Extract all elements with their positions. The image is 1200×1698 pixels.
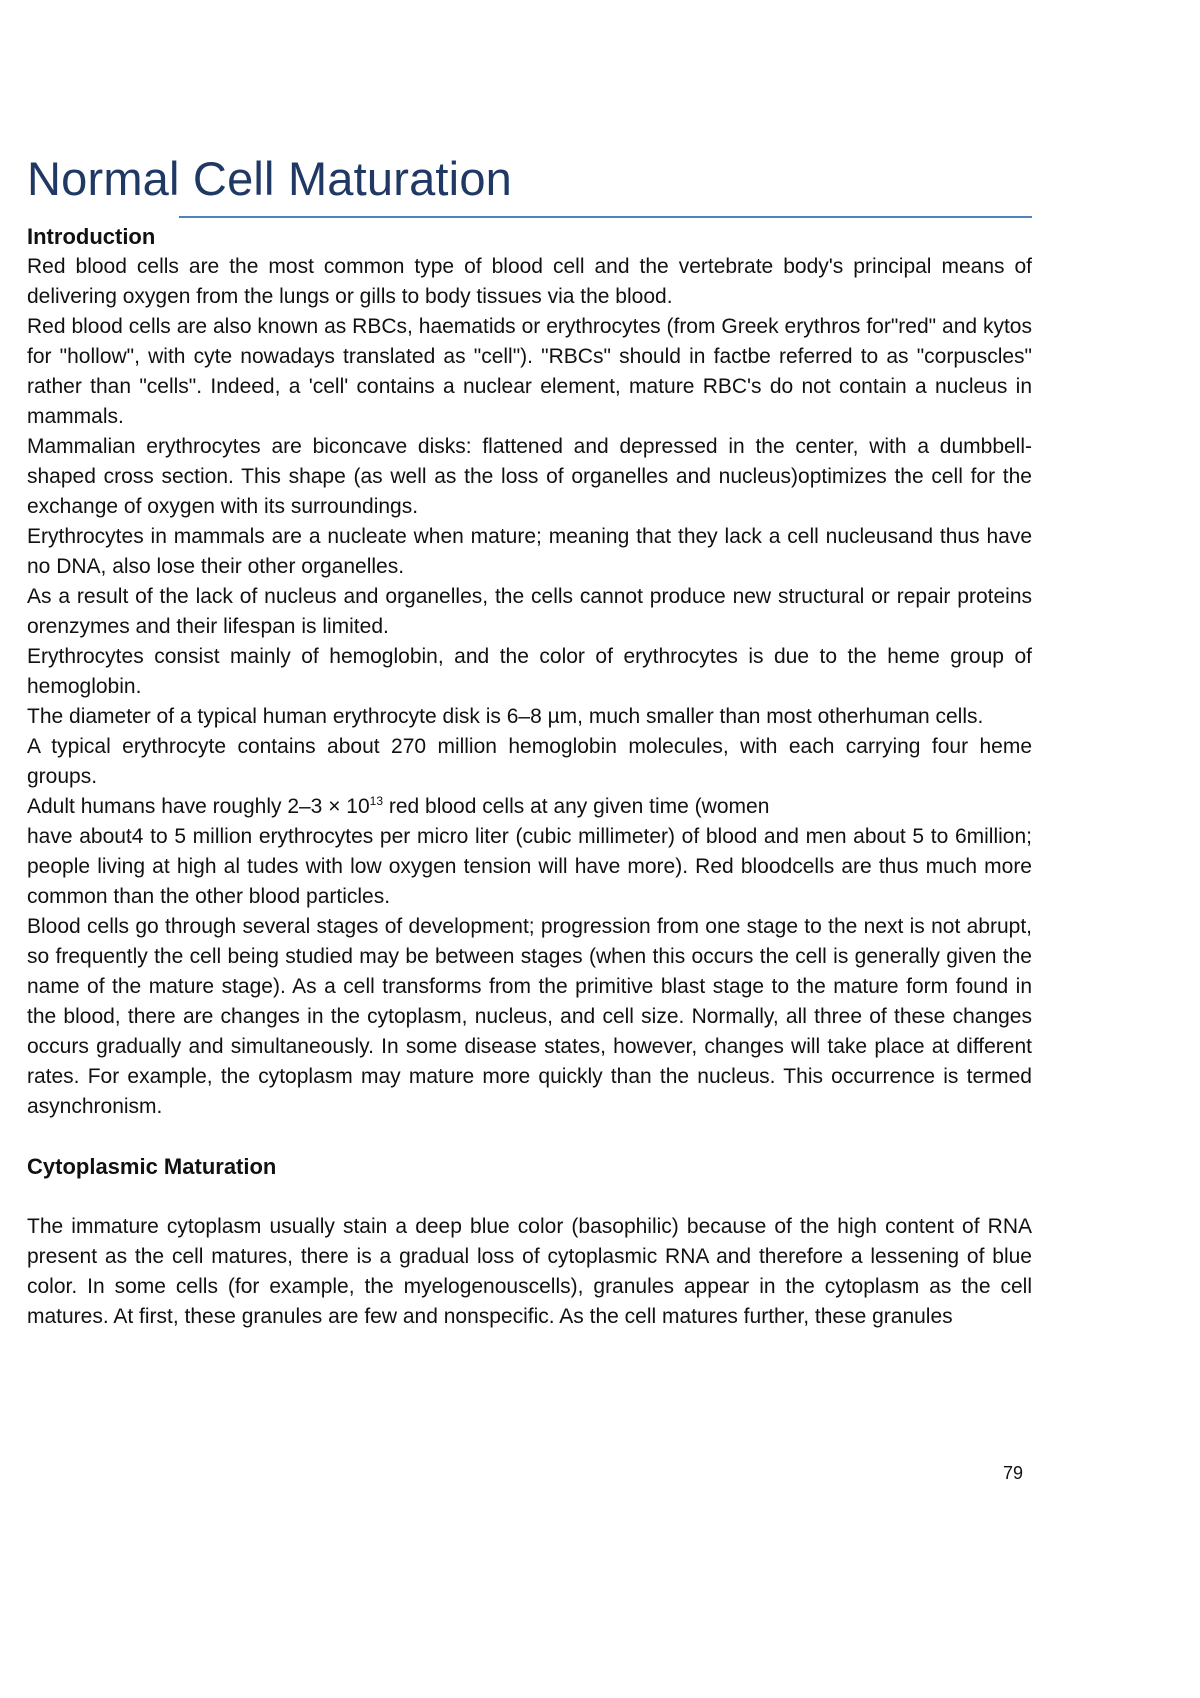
spacer: [27, 1182, 1032, 1212]
paragraph: The diameter of a typical human erythrocyte disk is 6–8 µm, much smaller than most otherhuman cells.: [27, 705, 984, 728]
paragraph: A typical erythrocyte contains about 270 million hemoglobin molecules, with each carrying four heme groups.: [27, 735, 1032, 788]
introduction-heading: Introduction: [27, 224, 156, 249]
paragraph: Blood cells go through several stages of development; progression from one stage to the next is not abrupt, so frequently the cell being studied may be between stages (when this occurs the cell is generally given the name of the mature stage). As a cell transforms from the primitive blast stage to the mature form found in the blood, there are changes in the cytoplasm, nucleus, and cell size. Normally, all three of these changes occurs gradually and simultaneously. In some disease states, however, changes will take place at different rates. For example, the cytoplasm may mature more quickly than the nucleus. This occurrence is termed asynchronism.: [27, 915, 1032, 1118]
title-underline: [179, 216, 1032, 218]
paragraph: Erythrocytes in mammals are a nucleate when mature; meaning that they lack a cell nucleusand thus have no DNA, also lose their other organelles.: [27, 525, 1032, 578]
exponent: 13: [369, 794, 384, 808]
paragraph-rbc-count: [27, 792, 1032, 822]
page-title: Normal Cell Maturation: [27, 152, 513, 205]
cytoplasmic-body: [27, 1212, 1032, 1332]
rbc-count-text: Adult humans have roughly 2–3 × 10: [27, 795, 370, 818]
rbc-count-text-end: red blood cells at any given time (women: [383, 795, 770, 818]
cytoplasmic-maturation-heading: Cytoplasmic Maturation: [27, 1154, 277, 1179]
page-number: 79: [1003, 1463, 1024, 1483]
paragraph: Red blood cells are also known as RBCs, haematids or erythrocytes (from Greek erythros for"red" and kytos for "hollow", with cyte nowadays translated as "cell"). "RBCs" should in factbe referred to as "corpuscles" rather than "cells". Indeed, a 'cell' contains a nuclear element, mature RBC's do not contain a nucleus in mammals.: [27, 315, 1032, 428]
paragraph: The immature cytoplasm usually stain a deep blue color (basophilic) because of the high content of RNA present as the cell matures, there is a gradual loss of cytoplasmic RNA and therefore a lessening of blue color. In some cells (for example, the myelogenouscells), granules appear in the cytoplasm as the cell matures. At first, these granules are few and nonspecific. As the cell matures further, these granules: [27, 1215, 1032, 1328]
paragraph: As a result of the lack of nucleus and organelles, the cells cannot produce new structural or repair proteins orenzymes and their lifespan is limited.: [27, 585, 1032, 638]
paragraph: Erythrocytes consist mainly of hemoglobin, and the color of erythrocytes is due to the heme group of hemoglobin.: [27, 645, 1032, 698]
paragraph: have about4 to 5 million erythrocytes per micro liter (cubic millimeter) of blood and men about 5 to 6million; people living at high al tudes with low oxygen tension will have more). Red bloodcells are thus much more common than the other blood particles.: [27, 825, 1032, 908]
document-page: [27, 150, 1032, 1332]
paragraph: Red blood cells are the most common type of blood cell and the vertebrate body's principal means of delivering oxygen from the lungs or gills to body tissues via the blood.: [27, 255, 1032, 308]
introduction-body: [27, 252, 1032, 1122]
paragraph: Mammalian erythrocytes are biconcave disks: flattened and depressed in the center, with a dumbbell-shaped cross section. This shape (as well as the loss of organelles and nucleus)optimizes the cell for the exchange of oxygen with its surroundings.: [27, 435, 1032, 518]
